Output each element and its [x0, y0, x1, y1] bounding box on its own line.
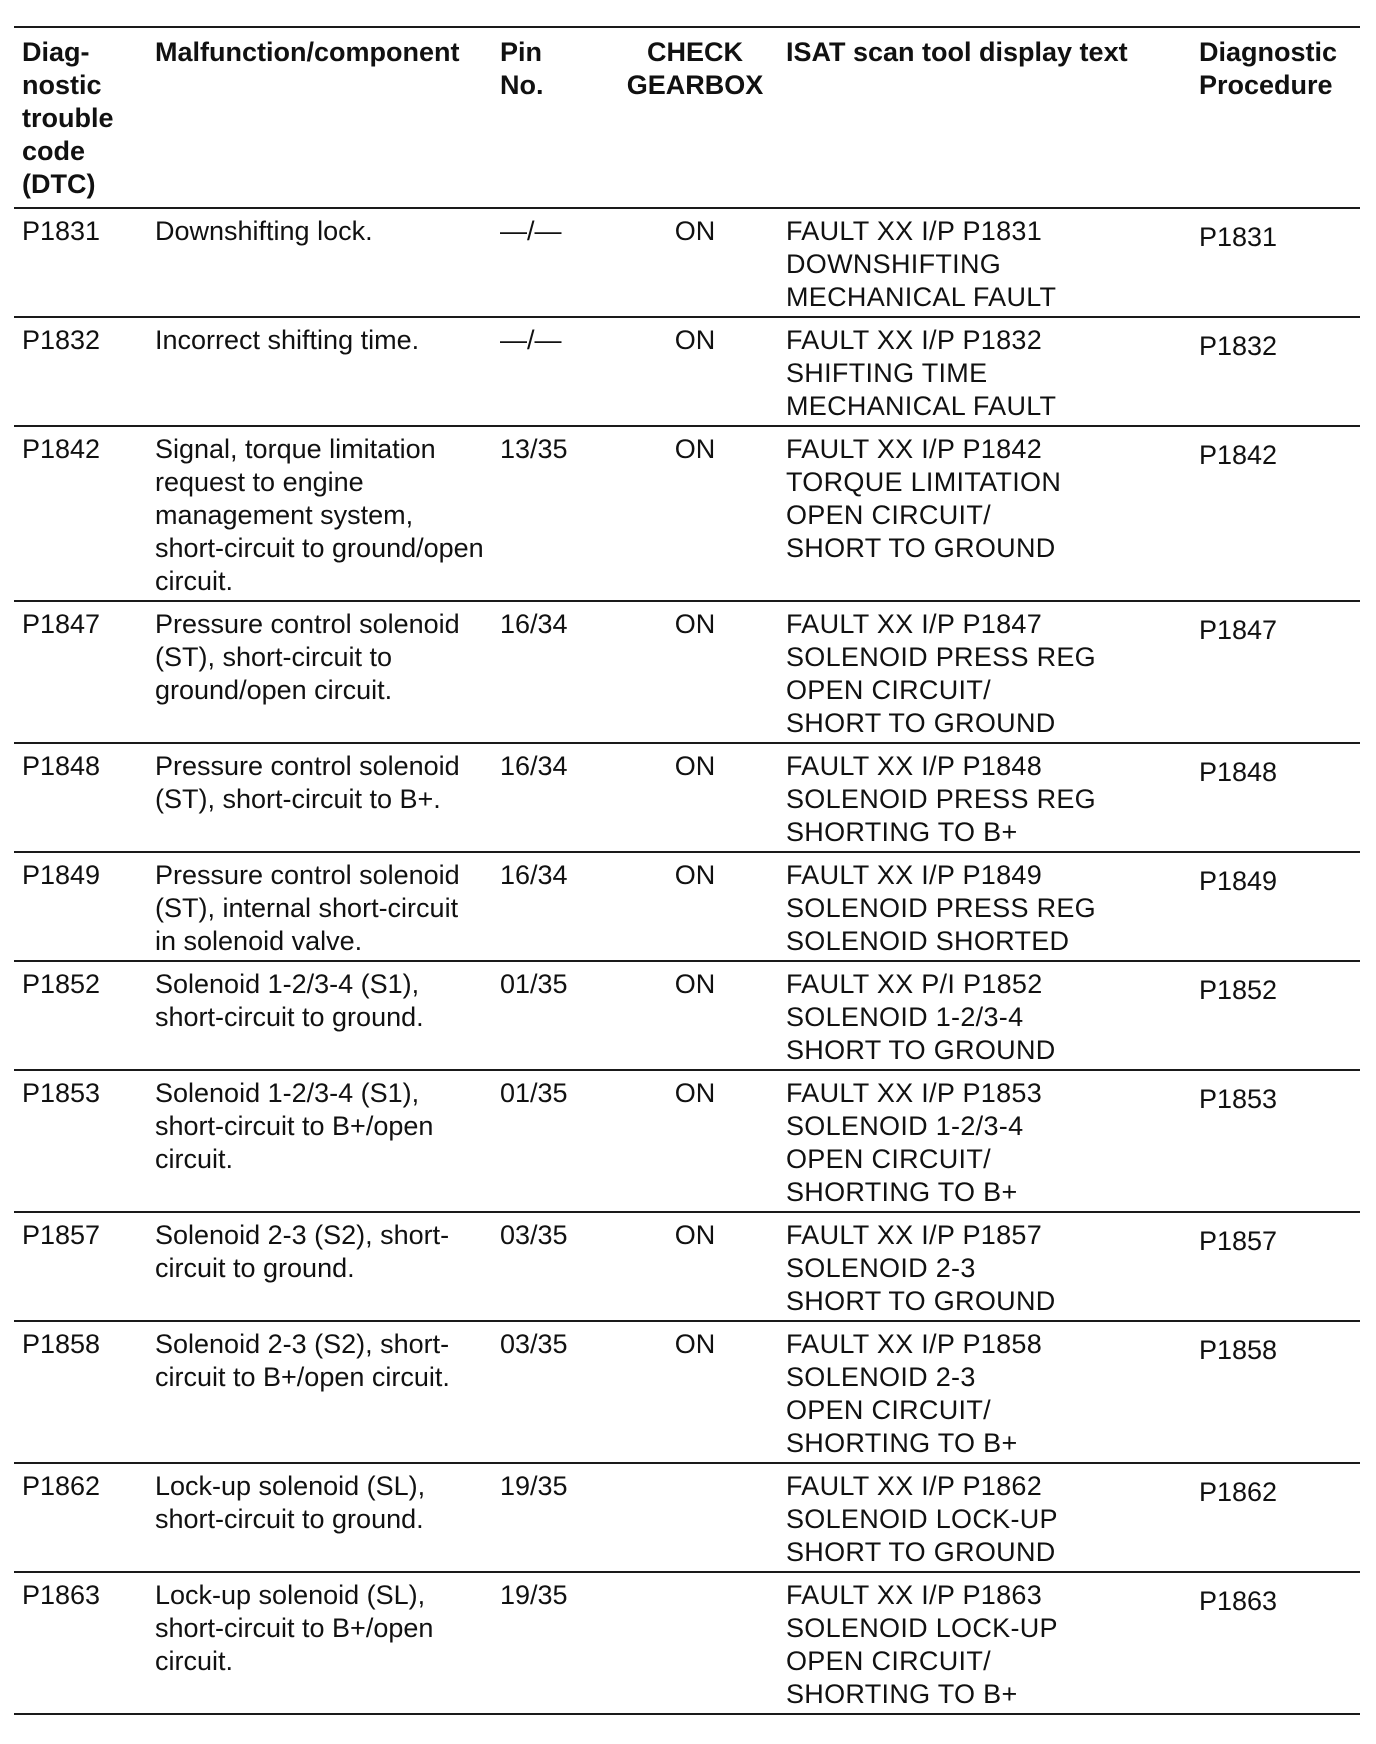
isat-line: SOLENOID 2-3 — [786, 1253, 976, 1283]
header-dtc-line: code — [22, 136, 86, 166]
cell-check-gearbox: ON — [674, 1329, 716, 1359]
isat-line: FAULT XX I/P P1847 — [786, 609, 1043, 639]
cell-procedure: P1857 — [1199, 1226, 1278, 1256]
cell-malfunction: Incorrect shifting time. — [155, 325, 420, 355]
cell-procedure: P1831 — [1199, 222, 1278, 252]
header-dtc-line: trouble — [22, 103, 114, 133]
cell-isat — [778, 208, 1191, 317]
dtc-table — [14, 26, 1360, 1715]
cell-pin: 03/35 — [500, 1329, 568, 1359]
cell-dtc: P1831 — [22, 216, 101, 246]
cell-check-gearbox — [612, 1463, 778, 1572]
header-dtc-line: nostic — [22, 70, 102, 100]
isat-line: SHORT TO GROUND — [786, 533, 1056, 563]
header-dtc-line: Diag- — [22, 37, 90, 67]
table-row — [14, 1321, 1360, 1463]
header-dtc-line: (DTC) — [22, 169, 96, 199]
cell-isat — [778, 317, 1191, 426]
isat-line: OPEN CIRCUIT/ — [786, 1646, 991, 1676]
cell-dtc: P1842 — [22, 434, 101, 464]
table-row — [14, 961, 1360, 1070]
cell-procedure: P1862 — [1199, 1477, 1278, 1507]
isat-line: FAULT XX I/P P1832 — [786, 325, 1043, 355]
cell-malfunction: Lock-up solenoid (SL), short-circuit to ground. — [155, 1471, 426, 1534]
cell-malfunction: Solenoid 2-3 (S2), short-circuit to ground. — [155, 1220, 450, 1283]
cell-isat — [778, 601, 1191, 743]
header-dtc — [14, 27, 147, 208]
isat-line: SOLENOID PRESS REG — [786, 642, 1096, 672]
table-row — [14, 1070, 1360, 1212]
cell-malfunction: Solenoid 1-2/3-4 (S1), short-circuit to B+/open circuit. — [155, 1078, 434, 1174]
cell-procedure: P1853 — [1199, 1084, 1278, 1114]
cell-malfunction: Pressure control solenoid (ST), internal short-circuit in solenoid valve. — [155, 860, 460, 956]
isat-line: SHORTING TO B+ — [786, 1177, 1018, 1207]
isat-line: SOLENOID PRESS REG — [786, 893, 1096, 923]
cell-pin: —/— — [500, 216, 562, 246]
isat-line: SOLENOID LOCK-UP — [786, 1504, 1058, 1534]
cell-pin: 01/35 — [500, 1078, 568, 1108]
isat-line: SHORTING TO B+ — [786, 817, 1018, 847]
isat-line: FAULT XX I/P P1849 — [786, 860, 1043, 890]
isat-line: SHIFTING TIME — [786, 358, 988, 388]
header-malfunction-text: Malfunction/component — [155, 37, 460, 67]
cell-pin: 13/35 — [500, 434, 568, 464]
isat-line: FAULT XX I/P P1862 — [786, 1471, 1043, 1501]
cell-dtc: P1832 — [22, 325, 101, 355]
cell-pin: 19/35 — [500, 1471, 568, 1501]
isat-line: SOLENOID 1-2/3-4 — [786, 1002, 1024, 1032]
isat-line: FAULT XX I/P P1857 — [786, 1220, 1043, 1250]
cell-check-gearbox: ON — [674, 751, 716, 781]
cell-check-gearbox: ON — [674, 969, 716, 999]
isat-line: FAULT XX I/P P1863 — [786, 1580, 1043, 1610]
cell-pin: 03/35 — [500, 1220, 568, 1250]
cell-procedure: P1842 — [1199, 440, 1278, 470]
cell-dtc: P1849 — [22, 860, 101, 890]
cell-pin: —/— — [500, 325, 562, 355]
header-procedure-line: Diagnostic — [1199, 37, 1338, 67]
cell-dtc: P1853 — [22, 1078, 101, 1108]
table-row — [14, 426, 1360, 601]
isat-line: FAULT XX I/P P1848 — [786, 751, 1043, 781]
isat-line: FAULT XX P/I P1852 — [786, 969, 1043, 999]
cell-isat — [778, 852, 1191, 961]
isat-line: OPEN CIRCUIT/ — [786, 500, 991, 530]
isat-line: TORQUE LIMITATION — [786, 467, 1062, 497]
table-row — [14, 317, 1360, 426]
isat-line: SHORTING TO B+ — [786, 1428, 1018, 1458]
isat-line: SOLENOID 2-3 — [786, 1362, 976, 1392]
cell-isat — [778, 1463, 1191, 1572]
cell-isat — [778, 426, 1191, 601]
cell-check-gearbox: ON — [674, 216, 716, 246]
cell-procedure: P1863 — [1199, 1586, 1278, 1616]
table-row — [14, 1572, 1360, 1714]
header-procedure — [1191, 27, 1360, 208]
header-isat-text: ISAT scan tool display text — [786, 37, 1128, 67]
header-isat — [778, 27, 1191, 208]
header-malfunction — [147, 27, 492, 208]
cell-dtc: P1863 — [22, 1580, 101, 1610]
table-row — [14, 743, 1360, 852]
isat-line: SOLENOID PRESS REG — [786, 784, 1096, 814]
cell-procedure: P1858 — [1199, 1335, 1278, 1365]
isat-line: SHORT TO GROUND — [786, 1035, 1056, 1065]
table-header-row — [14, 27, 1360, 208]
cell-isat — [778, 1212, 1191, 1321]
table-row — [14, 1212, 1360, 1321]
cell-procedure: P1848 — [1199, 757, 1278, 787]
cell-pin: 16/34 — [500, 751, 568, 781]
isat-line: SHORTING TO B+ — [786, 1679, 1018, 1709]
isat-line: SHORT TO GROUND — [786, 1286, 1056, 1316]
isat-line: FAULT XX I/P P1831 — [786, 216, 1043, 246]
header-pin-line: No. — [500, 70, 544, 100]
isat-line: DOWNSHIFTING — [786, 249, 1002, 279]
cell-malfunction: Downshifting lock. — [155, 216, 373, 246]
cell-dtc: P1862 — [22, 1471, 101, 1501]
cell-pin: 16/34 — [500, 860, 568, 890]
cell-pin: 16/34 — [500, 609, 568, 639]
isat-line: SHORT TO GROUND — [786, 708, 1056, 738]
header-procedure-line: Procedure — [1199, 70, 1333, 100]
table-row — [14, 601, 1360, 743]
cell-check-gearbox: ON — [674, 609, 716, 639]
cell-procedure: P1852 — [1199, 975, 1278, 1005]
cell-procedure: P1847 — [1199, 615, 1278, 645]
cell-dtc: P1858 — [22, 1329, 101, 1359]
cell-malfunction: Solenoid 1-2/3-4 (S1), short-circuit to ground. — [155, 969, 424, 1032]
isat-line: OPEN CIRCUIT/ — [786, 1395, 991, 1425]
isat-line: FAULT XX I/P P1842 — [786, 434, 1043, 464]
cell-dtc: P1847 — [22, 609, 101, 639]
cell-malfunction: Pressure control solenoid (ST), short-circuit to B+. — [155, 751, 460, 814]
cell-isat — [778, 1572, 1191, 1714]
isat-line: MECHANICAL FAULT — [786, 282, 1057, 312]
cell-check-gearbox: ON — [674, 434, 716, 464]
cell-malfunction: Signal, torque limitation request to engine management system, short-circuit to ground/open circuit. — [155, 434, 484, 596]
isat-line: OPEN CIRCUIT/ — [786, 675, 991, 705]
cell-malfunction: Solenoid 2-3 (S2), short-circuit to B+/open circuit. — [155, 1329, 450, 1392]
header-check-gearbox — [612, 27, 778, 208]
header-pin-line: Pin — [500, 37, 543, 67]
isat-line: SOLENOID SHORTED — [786, 926, 1070, 956]
cell-check-gearbox: ON — [674, 1220, 716, 1250]
isat-line: OPEN CIRCUIT/ — [786, 1144, 991, 1174]
cell-procedure: P1832 — [1199, 331, 1278, 361]
table-row — [14, 1463, 1360, 1572]
header-check-line: CHECK — [646, 37, 743, 67]
cell-check-gearbox: ON — [674, 325, 716, 355]
table-row — [14, 852, 1360, 961]
isat-line: FAULT XX I/P P1858 — [786, 1329, 1043, 1359]
header-check-line: GEARBOX — [626, 70, 764, 100]
cell-isat — [778, 961, 1191, 1070]
isat-line: MECHANICAL FAULT — [786, 391, 1057, 421]
cell-procedure: P1849 — [1199, 866, 1278, 896]
cell-dtc: P1857 — [22, 1220, 101, 1250]
isat-line: SHORT TO GROUND — [786, 1537, 1056, 1567]
table-body — [14, 208, 1360, 1714]
cell-dtc: P1852 — [22, 969, 101, 999]
isat-line: SOLENOID 1-2/3-4 — [786, 1111, 1024, 1141]
header-pin — [492, 27, 612, 208]
cell-malfunction: Pressure control solenoid (ST), short-circuit to ground/open circuit. — [155, 609, 460, 705]
isat-line: SOLENOID LOCK-UP — [786, 1613, 1058, 1643]
cell-isat — [778, 1070, 1191, 1212]
cell-pin: 19/35 — [500, 1580, 568, 1610]
cell-pin: 01/35 — [500, 969, 568, 999]
cell-malfunction: Lock-up solenoid (SL), short-circuit to B+/open circuit. — [155, 1580, 434, 1676]
table-row — [14, 208, 1360, 317]
cell-check-gearbox — [612, 1572, 778, 1714]
cell-isat — [778, 743, 1191, 852]
cell-check-gearbox: ON — [674, 1078, 716, 1108]
cell-dtc: P1848 — [22, 751, 101, 781]
cell-check-gearbox: ON — [674, 860, 716, 890]
cell-isat — [778, 1321, 1191, 1463]
isat-line: FAULT XX I/P P1853 — [786, 1078, 1043, 1108]
